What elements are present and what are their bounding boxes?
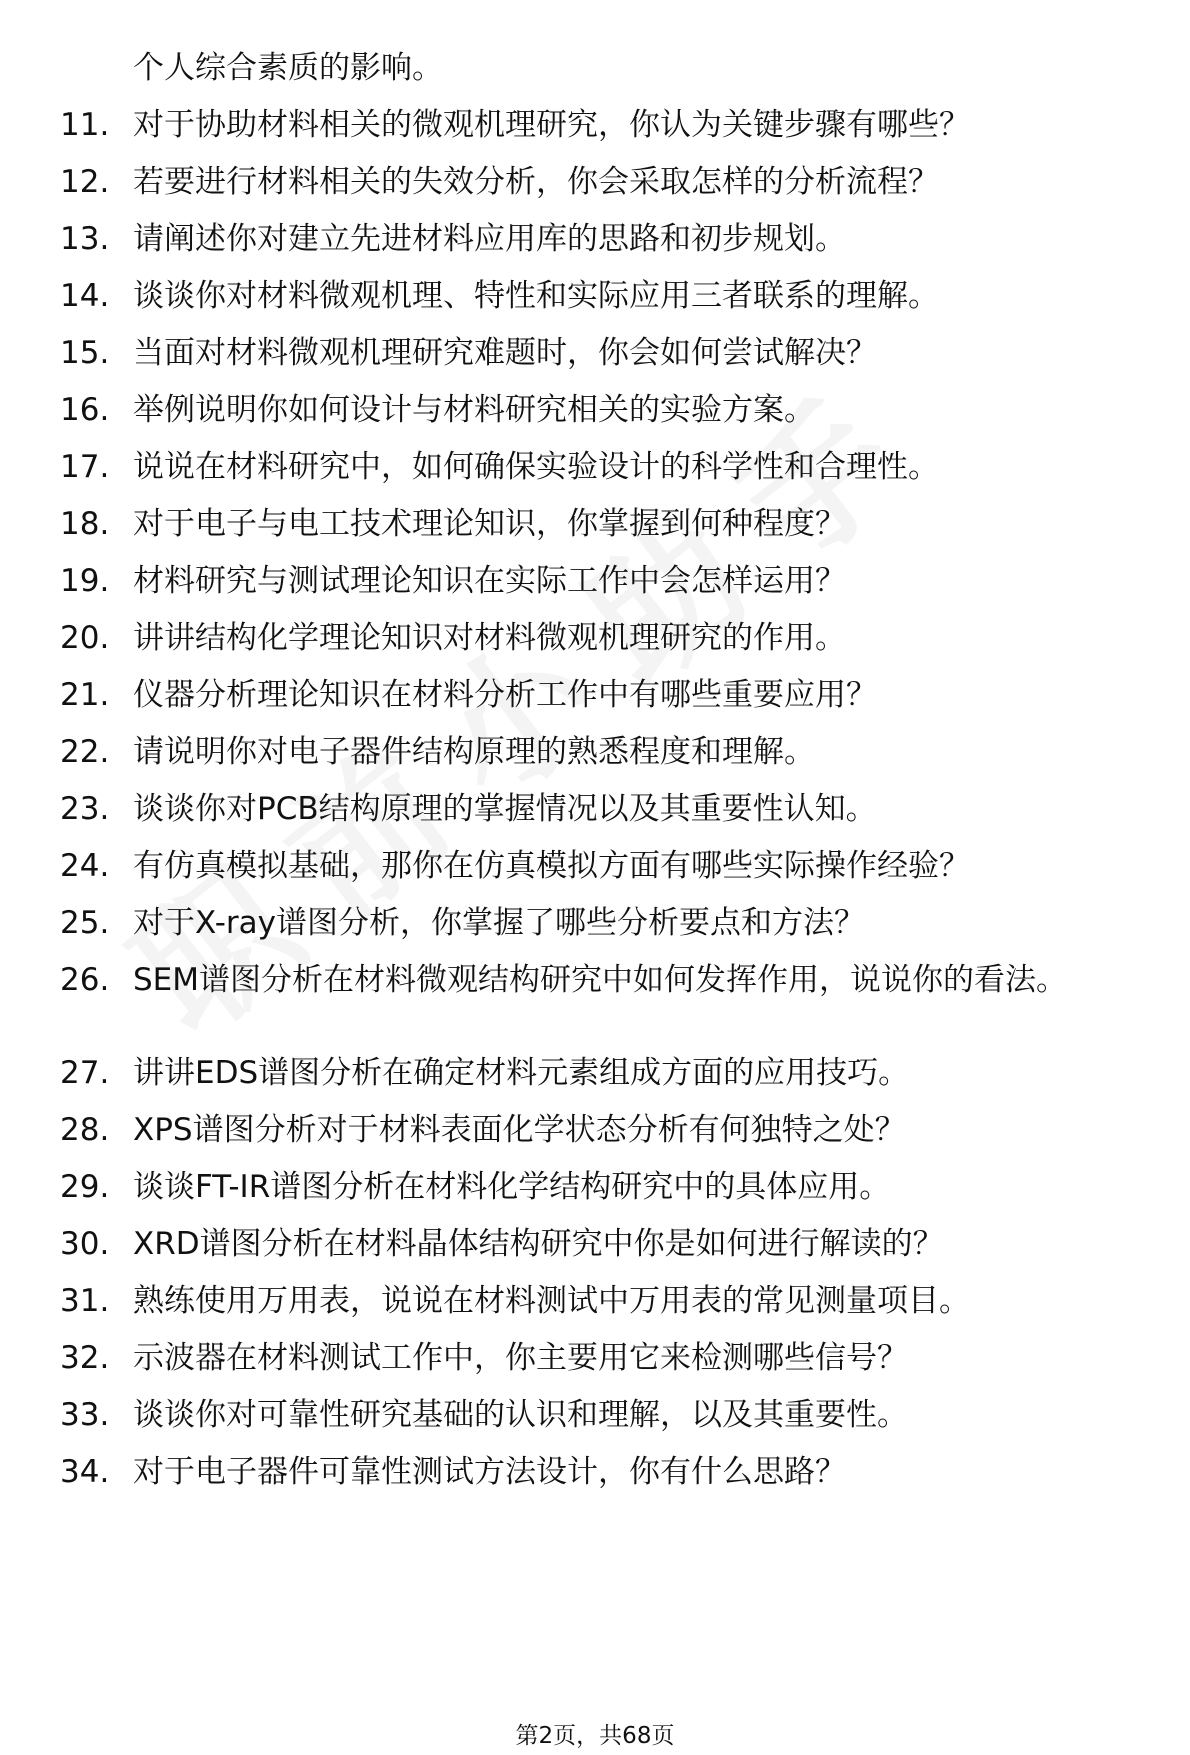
question-text: SEM谱图分析在材料微观结构研究中如何发挥作用，说说你的看法。 — [133, 962, 1068, 998]
question-text: 有仿真模拟基础，那你在仿真模拟方面有哪些实际操作经验？ — [133, 848, 970, 884]
question-number: 26. — [60, 962, 110, 998]
question-text: XPS谱图分析对于材料表面化学状态分析有何独特之处？ — [133, 1112, 906, 1148]
question-number: 30. — [60, 1226, 110, 1262]
question-number: 27. — [60, 1055, 110, 1091]
question-number: 19. — [60, 563, 110, 599]
question-text: 谈谈FT-IR谱图分析在材料化学结构研究中的具体应用。 — [133, 1169, 891, 1205]
question-number: 34. — [60, 1454, 110, 1490]
question-text: 举例说明你如何设计与材料研究相关的实验方案。 — [133, 392, 815, 428]
question-number: 20. — [60, 620, 110, 656]
question-number: 22. — [60, 734, 110, 770]
question-number: 12. — [60, 164, 110, 200]
question-number: 25. — [60, 905, 110, 941]
question-text: 若要进行材料相关的失效分析，你会采取怎样的分析流程？ — [133, 164, 939, 200]
question-text: 谈谈你对可靠性研究基础的认识和理解，以及其重要性。 — [133, 1397, 908, 1433]
question-number: 24. — [60, 848, 110, 884]
question-number: 13. — [60, 221, 110, 257]
question-number: 18. — [60, 506, 110, 542]
question-text: 谈谈你对材料微观机理、特性和实际应用三者联系的理解。 — [133, 278, 939, 314]
question-number: 32. — [60, 1340, 110, 1376]
question-number: 16. — [60, 392, 110, 428]
question-text: 当面对材料微观机理研究难题时，你会如何尝试解决？ — [133, 335, 877, 371]
question-text: 对于X-ray谱图分析，你掌握了哪些分析要点和方法？ — [133, 905, 865, 941]
question-number: 23. — [60, 791, 110, 827]
continuation-text: 个人综合素质的影响。 — [133, 50, 443, 86]
question-number: 17. — [60, 449, 110, 485]
question-text: 示波器在材料测试工作中，你主要用它来检测哪些信号？ — [133, 1340, 908, 1376]
question-text: XRD谱图分析在材料晶体结构研究中你是如何进行解读的？ — [133, 1226, 944, 1262]
question-text: 仪器分析理论知识在材料分析工作中有哪些重要应用？ — [133, 677, 877, 713]
question-text: 对于协助材料相关的微观机理研究，你认为关键步骤有哪些？ — [133, 107, 970, 143]
question-text: 讲讲结构化学理论知识对材料微观机理研究的作用。 — [133, 620, 846, 656]
question-number: 28. — [60, 1112, 110, 1148]
question-text: 熟练使用万用表，说说在材料测试中万用表的常见测量项目。 — [133, 1283, 970, 1319]
question-text: 材料研究与测试理论知识在实际工作中会怎样运用？ — [133, 563, 846, 599]
question-text: 请阐述你对建立先进材料应用库的思路和初步规划。 — [133, 221, 846, 257]
question-text: 谈谈你对PCB结构原理的掌握情况以及其重要性认知。 — [133, 791, 877, 827]
question-number: 14. — [60, 278, 110, 314]
page-footer: 第2页，共68页 — [515, 1723, 675, 1749]
question-number: 29. — [60, 1169, 110, 1205]
question-text: 对于电子器件可靠性测试方法设计，你有什么思路？ — [133, 1454, 846, 1490]
question-number: 33. — [60, 1397, 110, 1433]
question-text: 请说明你对电子器件结构原理的熟悉程度和理解。 — [133, 734, 815, 770]
question-text: 讲讲EDS谱图分析在确定材料元素组成方面的应用技巧。 — [133, 1055, 910, 1091]
question-text: 对于电子与电工技术理论知识，你掌握到何种程度？ — [133, 506, 846, 542]
question-number: 15. — [60, 335, 110, 371]
question-number: 21. — [60, 677, 110, 713]
question-number: 31. — [60, 1283, 110, 1319]
question-text: 说说在材料研究中，如何确保实验设计的科学性和合理性。 — [133, 449, 939, 485]
question-number: 11. — [60, 107, 110, 143]
